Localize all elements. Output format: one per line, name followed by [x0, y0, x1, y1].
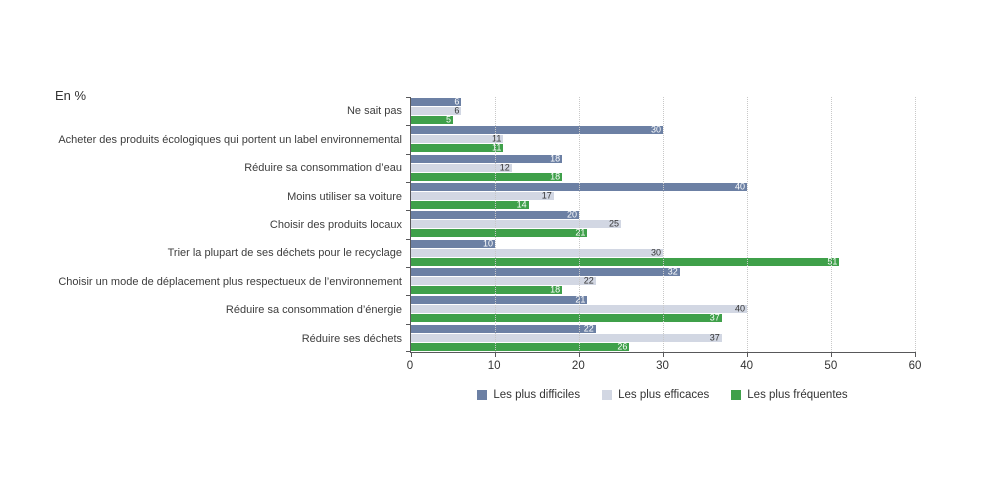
gridline-60 — [915, 97, 916, 352]
bar-value-label: 40 — [734, 181, 745, 192]
gridline-40 — [747, 97, 748, 352]
legend-label: Les plus difficiles — [493, 389, 581, 401]
bar-value-label: 40 — [734, 303, 745, 314]
bar — [411, 343, 629, 351]
bar-value-label: 51 — [827, 256, 838, 267]
x-tick-label-10: 10 — [487, 360, 501, 372]
bar-value-label: 30 — [650, 124, 661, 135]
gridline-30 — [663, 97, 664, 352]
y-tick-6 — [406, 267, 411, 268]
legend-item-1 — [602, 389, 709, 401]
bar — [411, 229, 587, 237]
gridline-10 — [495, 97, 496, 352]
y-tick-2 — [406, 154, 411, 155]
y-tick-4 — [406, 210, 411, 211]
bar-value-label: 30 — [650, 247, 661, 258]
category-label: Réduire sa consommation d’énergie — [225, 304, 402, 317]
y-tick-9 — [406, 351, 411, 352]
category-label: Choisir des produits locaux — [269, 218, 402, 231]
y-tick-5 — [406, 239, 411, 240]
category-label: Réduire ses déchets — [301, 332, 402, 345]
legend-swatch-icon — [477, 390, 487, 400]
bar-value-label: 32 — [667, 266, 678, 277]
legend-swatch-icon — [731, 390, 741, 400]
bar-value-label: 20 — [566, 209, 577, 220]
bar-value-label: 11 — [492, 142, 502, 153]
gridline-50 — [831, 97, 832, 352]
bar-value-label: 12 — [499, 162, 510, 173]
y-tick-8 — [406, 324, 411, 325]
bar — [411, 135, 503, 143]
bar-value-label: 18 — [550, 284, 561, 295]
bar-value-label: 37 — [709, 332, 720, 343]
bar-value-label: 14 — [516, 199, 527, 210]
bar-value-label: 21 — [575, 227, 586, 238]
legend-label: Les plus fréquentes — [747, 389, 848, 401]
bar-value-label: 26 — [617, 341, 628, 352]
bar — [411, 258, 839, 266]
bar — [411, 296, 587, 304]
bar-value-label: 18 — [550, 153, 561, 164]
x-axis-labels — [406, 354, 922, 374]
legend-item-2 — [731, 389, 847, 401]
bar — [411, 268, 680, 276]
x-tick-label-0: 0 — [406, 360, 414, 372]
bar-value-label: 22 — [583, 323, 594, 334]
y-tick-7 — [406, 295, 411, 296]
bar-value-label: 6 — [454, 105, 460, 116]
bar — [411, 144, 503, 152]
unit-label: En % — [55, 88, 87, 103]
bar-value-label: 17 — [541, 190, 552, 201]
legend — [410, 389, 915, 401]
bar-value-label: 11 — [492, 133, 502, 144]
bar-value-label: 37 — [709, 312, 720, 323]
bar — [411, 325, 596, 333]
bar — [411, 220, 621, 228]
bar — [411, 192, 554, 200]
x-tick-label-40: 40 — [740, 360, 754, 372]
bar — [411, 240, 495, 248]
bar-value-label: 18 — [550, 171, 561, 182]
bar — [411, 334, 722, 342]
bar-value-label: 6 — [454, 96, 460, 107]
x-tick-label-50: 50 — [824, 360, 838, 372]
bar — [411, 155, 562, 163]
bar — [411, 314, 722, 322]
category-label: Ne sait pas — [346, 105, 402, 118]
x-tick-60 — [915, 352, 916, 357]
legend-item-0 — [477, 389, 580, 401]
gridline-20 — [579, 97, 580, 352]
category-label: Moins utiliser sa voiture — [287, 190, 402, 203]
legend-label: Les plus efficaces — [618, 389, 710, 401]
x-tick-label-60: 60 — [908, 360, 922, 372]
bar — [411, 173, 562, 181]
bar-value-label: 10 — [482, 238, 493, 249]
bar — [411, 277, 596, 285]
x-tick-label-30: 30 — [656, 360, 669, 372]
bar — [411, 164, 512, 172]
category-label: Trier la plupart de ses déchets pour le recyclage — [167, 247, 402, 260]
bar-value-label: 22 — [583, 275, 594, 286]
bar-value-label: 21 — [575, 294, 586, 305]
y-tick-3 — [406, 182, 411, 183]
bar — [411, 126, 663, 134]
legend-swatch-icon — [602, 390, 612, 400]
category-labels — [10, 97, 402, 353]
y-tick-1 — [406, 125, 411, 126]
bar — [411, 286, 562, 294]
bar — [411, 116, 453, 124]
y-tick-0 — [406, 97, 411, 98]
plot-area — [410, 97, 915, 353]
bar — [411, 249, 663, 257]
x-tick-label-20: 20 — [571, 360, 585, 372]
bar-value-label: 25 — [608, 218, 619, 229]
bar — [411, 201, 529, 209]
category-label: Choisir un mode de déplacement plus respectueux de l’environnement — [58, 275, 402, 288]
category-label: Acheter des produits écologiques qui portent un label environnemental — [58, 133, 402, 146]
category-label: Réduire sa consommation d’eau — [244, 162, 402, 175]
bar-value-label: 5 — [445, 114, 451, 125]
bar — [411, 107, 461, 115]
